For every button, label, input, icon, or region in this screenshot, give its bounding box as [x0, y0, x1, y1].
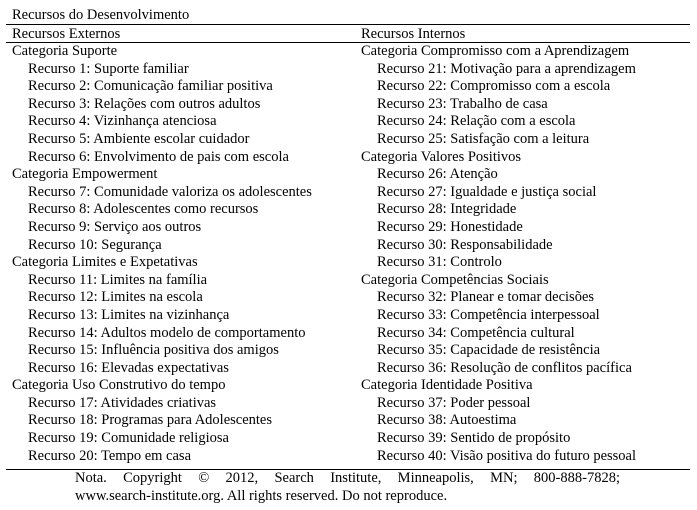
resource-item: Recurso 21: Motivação para a aprendizagem: [377, 60, 636, 77]
resource-item: Recurso 39: Sentido de propósito: [377, 430, 571, 447]
resource-item: Recurso 9: Serviço aos outros: [28, 218, 202, 235]
resource-item: Recurso 1: Suporte familiar: [28, 60, 189, 77]
resource-item: Recurso 30: Responsabilidade: [377, 236, 553, 253]
resource-item: Recurso 17: Atividades criativas: [28, 394, 217, 411]
resource-item: Recurso 12: Limites na escola: [28, 289, 203, 306]
table-title: Recursos do Desenvolvimento: [12, 7, 190, 23]
resource-item: Recurso 19: Comunidade religiosa: [28, 430, 229, 447]
copyright-note: [75, 469, 620, 505]
resource-item: Recurso 37: Poder pessoal: [377, 394, 531, 411]
resource-item: Recurso 29: Honestidade: [377, 218, 523, 235]
resource-item: Recurso 36: Resolução de conflitos pacífica: [377, 359, 632, 376]
resource-item: Recurso 27: Igualdade e justiça social: [377, 183, 597, 200]
resource-item: Recurso 4: Vizinhança atenciosa: [28, 113, 217, 130]
resource-item: Recurso 25: Satisfação com a leitura: [377, 130, 590, 147]
copyright-note-line-2: www.search-institute.org. All rights reserved. Do not reproduce.: [75, 488, 448, 504]
resource-item: Recurso 33: Competência interpessoal: [377, 306, 600, 323]
resource-item: Recurso 14: Adultos modelo de comportamento: [28, 324, 306, 341]
resource-item: Recurso 28: Integridade: [377, 201, 517, 218]
resource-item: Recurso 23: Trabalho de casa: [377, 95, 548, 112]
resource-item: Recurso 24: Relação com a escola: [377, 113, 576, 130]
resource-item: Recurso 16: Elevadas expectativas: [28, 359, 229, 376]
resource-item: Recurso 38: Autoestima: [377, 412, 517, 429]
resource-item: Recurso 18: Programas para Adolescentes: [28, 412, 273, 429]
resource-item: Recurso 22: Compromisso com a escola: [377, 78, 611, 95]
resource-item: Recurso 3: Relações com outros adultos: [28, 95, 261, 112]
category-heading: Categoria Valores Positivos: [361, 148, 522, 165]
resource-item: Recurso 11: Limites na família: [28, 271, 208, 288]
resource-item: Recurso 34: Competência cultural: [377, 324, 575, 341]
external-resources-list: [12, 43, 312, 465]
resource-item: Recurso 8: Adolescentes como recursos: [28, 201, 259, 218]
category-heading: Categoria Limites e Expetativas: [12, 254, 198, 271]
category-heading: Categoria Suporte: [12, 43, 118, 59]
category-heading: Categoria Compromisso com a Aprendizagem: [361, 43, 630, 59]
resource-item: Recurso 31: Controlo: [377, 254, 502, 271]
resource-item: Recurso 32: Planear e tomar decisões: [377, 289, 595, 306]
resource-item: Recurso 13: Limites na vizinhança: [28, 306, 230, 323]
category-heading: Categoria Uso Construtivo do tempo: [12, 377, 226, 394]
copyright-note-line-1: Nota. Copyright © 2012, Search Institute, Minneapolis, MN; 800-888-7828;: [75, 470, 620, 486]
resource-item: Recurso 26: Atenção: [377, 166, 498, 183]
resource-item: Recurso 15: Influência positiva dos amigos: [28, 342, 279, 359]
resource-item: Recurso 40: Visão positiva do futuro pessoal: [377, 447, 637, 464]
resource-item: Recurso 20: Tempo em casa: [28, 447, 192, 464]
category-heading: Categoria Empowerment: [12, 166, 158, 183]
resource-item: Recurso 35: Capacidade de resistência: [377, 342, 601, 359]
category-heading: Categoria Identidade Positiva: [361, 377, 533, 394]
resource-item: Recurso 7: Comunidade valoriza os adolescentes: [28, 183, 312, 200]
internal-resources-list: [361, 43, 636, 465]
resource-item: Recurso 5: Ambiente escolar cuidador: [28, 130, 250, 147]
resource-item: Recurso 10: Segurança: [28, 236, 162, 253]
resource-item: Recurso 6: Envolvimento de pais com escola: [28, 148, 289, 165]
external-resources-header: Recursos Externos: [12, 26, 121, 42]
resource-item: Recurso 2: Comunicação familiar positiva: [28, 78, 273, 95]
category-heading: Categoria Competências Sociais: [361, 271, 549, 288]
internal-resources-header: Recursos Internos: [361, 26, 466, 42]
